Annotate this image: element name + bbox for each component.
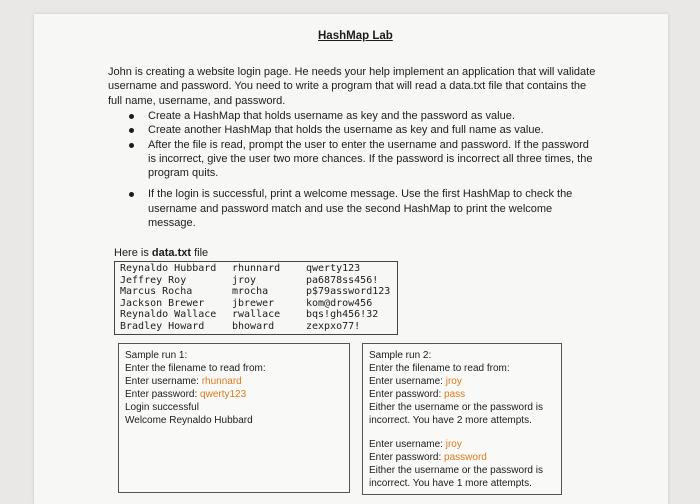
input-value: pass — [444, 389, 466, 400]
bullet-icon — [129, 128, 134, 133]
input-value: jroy — [445, 439, 462, 450]
output-line: Login successful — [125, 402, 199, 413]
prompt-line: Enter username: jroy — [369, 376, 462, 387]
list-item: If the login is successful, print a welcome message. Use the first HashMap to check the username and password match and use the second HashMap to print the welcome message. — [126, 187, 596, 230]
input-value: jroy — [445, 376, 462, 387]
prompt-line: Enter the filename to read from: — [125, 363, 266, 374]
input-value: qwerty123 — [200, 389, 247, 400]
prompt-line: Enter username: rhunnard — [125, 376, 242, 387]
list-item: Create another HashMap that holds the username as key and full name as value. — [126, 123, 596, 137]
intro-paragraph: John is creating a website login page. He needs your help implement an application that will validate username and password. You need to write a program that will read a data.txt file that contains the full name, username, and password. — [108, 66, 596, 107]
bullet-icon — [129, 192, 134, 197]
sample-run-1-box — [118, 343, 350, 493]
data-file-table: Reynaldo Hubbard rhunnard qwerty123 Jeffrey Roy jroy pa6878ss456! Marcus Rocha mrocha p$79assword123 Jackson Brewer jbrewer kom@drow456 Reynaldo Wallace rwallace bqs!gh456!32 Bradley Howard bhoward zexpxo77! — [114, 261, 398, 335]
input-value: rhunnard — [201, 376, 242, 387]
spacer — [369, 427, 555, 438]
output-line: incorrect. You have 1 more attempts. — [369, 478, 532, 489]
requirements-list — [126, 109, 596, 230]
output-line: Either the username or the password is — [369, 465, 543, 476]
prompt-line: Enter username: jroy — [369, 439, 462, 450]
bullet-icon — [129, 114, 134, 119]
page-title: HashMap Lab — [318, 30, 393, 42]
prompt-line: Enter password: password — [369, 452, 487, 463]
output-line: Either the username or the password is — [369, 402, 543, 413]
input-value: password — [444, 452, 487, 463]
sample-run-heading: Sample run 1: — [125, 350, 188, 361]
sample-run-heading: Sample run 2: — [369, 350, 432, 361]
output-line: incorrect. You have 2 more attempts. — [369, 415, 532, 426]
data-file-label: Here is data.txt file — [114, 247, 209, 259]
output-line: Welcome Reynaldo Hubbard — [125, 415, 253, 426]
prompt-line: Enter password: qwerty123 — [125, 389, 247, 400]
prompt-line: Enter the filename to read from: — [369, 363, 510, 374]
bullet-icon — [129, 143, 134, 148]
list-item: After the file is read, prompt the user to enter the username and password. If the password is incorrect, give the user two more chances. If the password is incorrect all three times, the program quits. — [126, 138, 596, 181]
list-item: Create a HashMap that holds username as key and the password as value. — [126, 109, 596, 123]
sample-run-2-box — [362, 343, 562, 495]
prompt-line: Enter password: pass — [369, 389, 466, 400]
